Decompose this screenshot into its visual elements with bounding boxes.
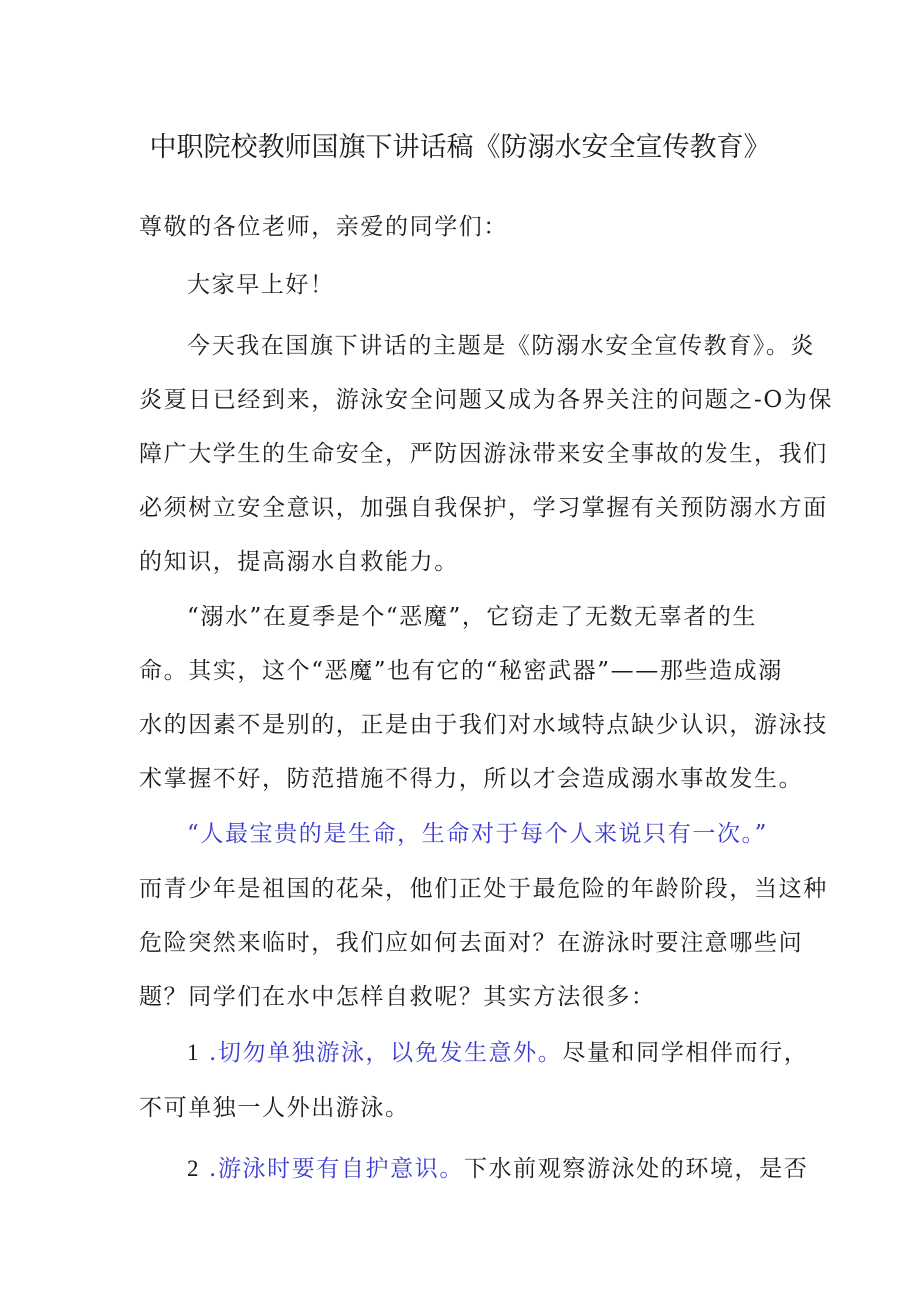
paragraph-line: 危险突然来临时，我们应如何去面对？在游泳时要注意哪些问 <box>139 930 804 956</box>
list-item <box>187 1152 808 1186</box>
greeting: 大家早上好！ <box>187 272 335 298</box>
paragraph-line: 炎夏日已经到来，游泳安全问题又成为各界关注的问题之-O为保 <box>139 387 834 413</box>
salutation: 尊敬的各位老师，亲爱的同学们： <box>139 214 508 240</box>
highlighted-quote: “人最宝贵的是生命，生命对于每个人来说只有一次。” <box>187 821 769 847</box>
list-item-number: 1 <box>187 1040 201 1065</box>
document-title: 中职院校教师国旗下讲话稿《防溺水安全宣传教育》 <box>149 132 771 163</box>
paragraph-line: 水的因素不是别的，正是由于我们对水域特点缺少认识，游泳技 <box>139 712 828 738</box>
list-item <box>187 1036 808 1070</box>
paragraph-line: 而青少年是祖国的花朵，他们正处于最危险的年龄阶段，当这种 <box>139 876 828 902</box>
paragraph-line: “溺水”在夏季是个“恶魔”，它窃走了无数无辜者的生 <box>187 604 758 630</box>
paragraph-line: 术掌握不好，防范措施不得力，所以才会造成溺水事故发生。 <box>139 766 804 792</box>
list-item-continuation: 不可单独一人外出游泳。 <box>139 1095 410 1121</box>
paragraph-line: 今天我在国旗下讲话的主题是《防溺水安全宣传教育》。炎 <box>187 333 816 359</box>
list-item-heading: .游泳时要有自护意识。 <box>209 1156 464 1182</box>
paragraph-line: 必须树立安全意识，加强自我保护，学习掌握有关预防溺水方面 <box>139 495 828 521</box>
paragraph-line: 命。其实，这个“恶魔”也有它的“秘密武器”——那些造成溺 <box>139 658 783 684</box>
list-item-text: 下水前观察游泳处的环境，是否 <box>463 1156 809 1182</box>
list-item-heading: .切勿单独游泳，以免发生意外。 <box>209 1040 563 1066</box>
paragraph-line: 题？同学们在水中怎样自救呢？其实方法很多： <box>139 984 656 1010</box>
paragraph-line: 障广大学生的生命安全，严防因游泳带来安全事故的发生，我们 <box>139 441 828 467</box>
list-item-text: 尽量和同学相伴而行， <box>562 1040 809 1066</box>
list-item-number: 2 <box>187 1156 201 1181</box>
paragraph-line: 的知识，提高溺水自救能力。 <box>139 549 459 575</box>
